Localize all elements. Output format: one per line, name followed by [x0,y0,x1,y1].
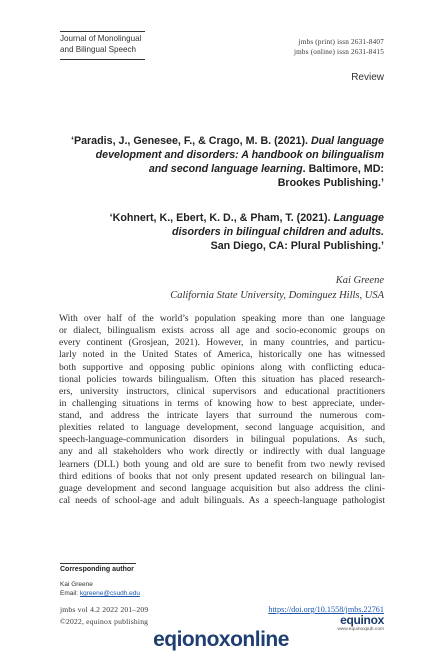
email-label: Email: [60,590,80,597]
body-line: both supportive and opposing public opinions along with conflicting educa- [59,361,385,373]
body-line: cal needs of school-age and adult bilinguals. As a speech-language pathologist [59,494,385,506]
journal-name-line-2: and Bilingual Speech [60,45,137,54]
equinox-online-logo-text: eqionoxonline [153,628,289,651]
body-line: or dialect, bilingualism exists across all age and socio-economic groups on [59,325,385,337]
corresponding-author-label: Corresponding author [60,566,134,573]
body-line: in challenging situations in terms of knowing how to best appreciate, under- [59,397,385,409]
body-line: ers, university instructors, clinical supervisors and educational practitioners [59,385,385,397]
doi-link[interactable]: https://doi.org/10.1558/jmbs.22761 [268,605,384,614]
body-line: stand, and address the intricate layers that surround the numerous com- [59,410,385,421]
body-line: every continent (Grosjean, 2021). However, in many countries, and particu- [59,337,385,349]
email-link[interactable]: kgreene@csudh.edu [79,590,140,597]
reviewed-work-1 [54,134,384,190]
article-type-label: Review [351,72,384,83]
body-line: third editions of books that not only present updated research on bilingual lan- [59,470,385,482]
issn-print: jmbs (print) issn 2631-8407 [298,38,384,46]
ref1-line1: ‘Paradis, J., Genesee, F., & Crago, M. B. (2021). Dual language [70,135,384,147]
ref1-line2: development and disorders: A handbook on bilingualism [95,149,384,161]
footnote-rule [60,563,136,564]
corresponding-author-name: Kai Greene [60,581,93,588]
ref1-line4: Brookes Publishing.’ [277,177,384,189]
equinox-online-logo [0,627,442,653]
body-line: plexities related to language development, second language acquisition, and [59,422,385,434]
body-paragraph [59,313,385,507]
header-bottom-rule [60,59,145,60]
issn-online: jmbs (online) issn 2631-8415 [293,48,384,56]
volume-pages: jmbs vol 4.2 2022 201–209 [60,605,149,614]
author-name: Kai Greene [335,275,384,286]
ref2-line3: San Diego, CA: Plural Publishing.’ [210,240,384,252]
copyright-line: ©2022, equinox publishing [60,617,149,626]
header-top-rule [60,31,145,32]
journal-name-line-1: Journal of Monolingual [60,34,142,43]
corresponding-author-email-line [60,590,140,597]
body-line: speech-language-communication disorders in bilingual populations. As such, [59,434,385,446]
body-line: guage development and second language acquisition but also address the clini- [59,482,385,494]
reviewed-work-2 [54,211,384,253]
body-line: larly noted in the United States of America, historically one has witnessed [59,349,385,361]
body-line: With over half of the world’s population speaking more than one language [59,313,385,324]
equinox-logo-url: www.equinoxpub.com [337,627,384,632]
body-line: any and all stakeholders who work directly or indirectly with dual language [59,446,385,458]
ref2-line2: disorders in bilingual children and adults. [172,226,384,238]
author-affiliation: California State University, Dominguez Hills, USA [170,290,384,301]
body-line: learners (DLL) both young and old are sure to benefit from two newly revised [59,458,385,470]
body-line: tional policies towards bilingualism. Often this situation has placed research- [59,373,385,385]
equinox-logo-text: equinox [340,613,384,627]
ref2-line1: ‘Kohnert, K., Ebert, K. D., & Pham, T. (2021). Language [109,212,384,224]
ref1-line3: and second language learning. Baltimore, MD: [148,163,384,175]
